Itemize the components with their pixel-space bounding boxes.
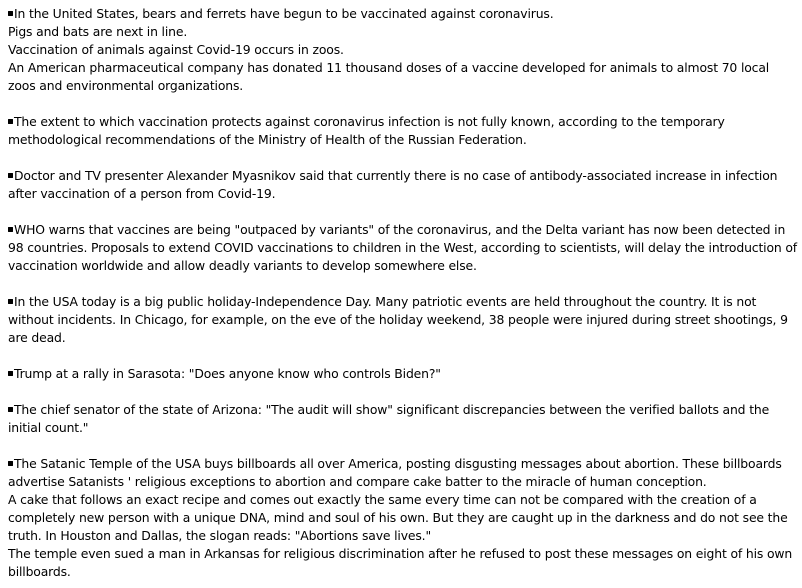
bullet-square-icon [8, 407, 13, 412]
paragraph-myasnikov [8, 167, 798, 203]
text-line: In the United States, bears and ferrets have begun to be vaccinated against coronavirus. [8, 5, 798, 23]
text-line: The extent to which vaccination protects against coronavirus infection is not fully known, according to the temporary methodological recommendations of the Ministry of Health of the Russian Federation. [8, 114, 725, 147]
paragraph-ministry-recommendations [8, 113, 798, 149]
text-line: Trump at a rally in Sarasota: "Does anyone know who controls Biden?" [8, 365, 798, 383]
text-line: WHO warns that vaccines are being "outpaced by variants" of the coronavirus, and the Delta variant has now been detected in 98 countries. Proposals to extend COVID vaccinations to children in the West, according to scientists, will delay the introduction of vaccination worldwide and allow deadly variants to develop somewhere else. [8, 222, 798, 273]
bullet-square-icon [8, 299, 13, 304]
bullet-square-icon [8, 371, 13, 376]
paragraph-who-variants [8, 221, 798, 275]
bullet-square-icon [8, 227, 13, 232]
text-line: The temple even sued a man in Arkansas for religious discrimination after he refused to post these messages on eight of his own billboards. [8, 546, 793, 579]
text-line: The Satanic Temple of the USA buys billboards all over America, posting disgusting messages about abortion. These billboards advertise Satanists ' religious exceptions to abortion and compare cake batter to the miracle of human conception. [8, 456, 782, 489]
paragraph-satanic-temple [8, 455, 798, 581]
paragraph-trump-rally [8, 365, 798, 383]
text-line: An American pharmaceutical company has donated 11 thousand doses of a vaccine developed for animals to almost 70 local zoos and environmental organizations. [8, 60, 770, 93]
text-line: Doctor and TV presenter Alexander Myasnikov said that currently there is no case of antibody-associated increase in infection after vaccination of a person from Covid-19. [8, 168, 778, 201]
text-line: Pigs and bats are next in line. [8, 24, 188, 39]
paragraph-arizona-audit [8, 401, 798, 437]
news-document [8, 5, 798, 581]
text-line: Vaccination of animals against Covid-19 occurs in zoos. [8, 42, 344, 57]
bullet-square-icon [8, 461, 13, 466]
bullet-square-icon [8, 173, 13, 178]
bullet-square-icon [8, 11, 13, 16]
paragraph-independence-day [8, 293, 798, 347]
text-line: The chief senator of the state of Arizona: "The audit will show" significant discrepancies between the verified ballots and the initial count." [8, 402, 770, 435]
paragraph-animal-vaccination [8, 5, 798, 95]
bullet-square-icon [8, 119, 13, 124]
text-line: In the USA today is a big public holiday-Independence Day. Many patriotic events are held throughout the country. It is not without incidents. In Chicago, for example, on the eve of the holiday weekend, 38 people were injured during street shootings, 9 are dead. [8, 294, 788, 345]
text-line: A cake that follows an exact recipe and comes out exactly the same every time can not be compared with the creation of a completely new person with a unique DNA, mind and soul of his own. But they are caught up in the darkness and do not see the truth. In Houston and Dallas, the slogan reads: "Abortions save lives." [8, 492, 788, 543]
